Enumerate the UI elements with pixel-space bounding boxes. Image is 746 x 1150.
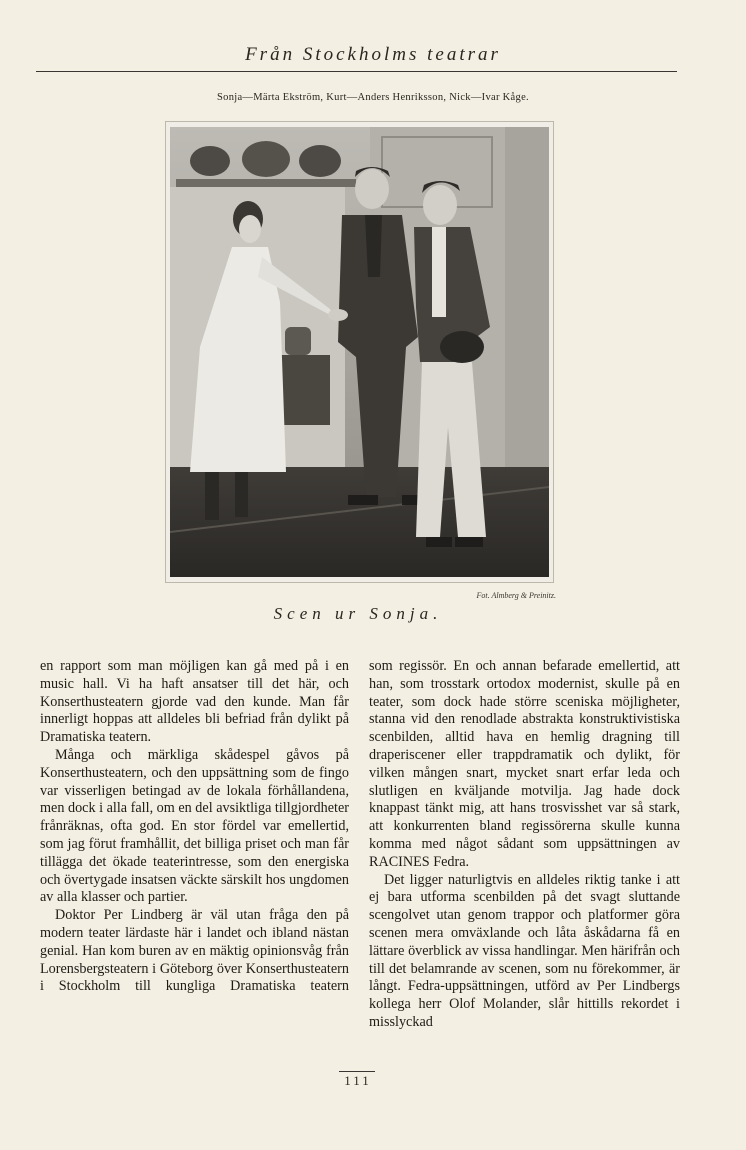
scene-photograph-image (170, 127, 549, 577)
paragraph: som regissör. En och annan befarade emellertid, att han, som trosstark ortodox modernist, skulle på en teater, som dock hade större sceniska möjligheter, stanna vid den renodlade abstrakta konstruktivistiska scenbilden, alltid hava en hemlig dragning till draperiscener eller trappdramatik och dylikt, för vilken mången snart, mycket snart erfar leda och slutligen en kväljande motvilja. Jag hade dock knappast tänkt mig, att hans trosvisshet var så stark, att konkurrenten bland regissörerna skulle kunna komma med något sådant som uppsättningen av RACINES Fedra. (369, 658, 680, 870)
paragraph: Doktor Per Lindberg är väl utan fråga den på modern teater lärdaste här i landet och ibland nästan genial. Han kom buren av en mäktig opinionsvåg från Lorensbergsteatern i Göteborg över Konserthusteatern i Stockholm till kungliga Dramatiska teatern (40, 907, 349, 995)
cast-line: Sonja—Märta Ekström, Kurt—Anders Henriksson, Nick—Ivar Kåge. (217, 92, 529, 103)
text-column-right (369, 658, 680, 1063)
text-column-left (40, 658, 349, 1063)
running-head: Från Stockholms teatrar (245, 44, 501, 65)
page-number: 111 (344, 1073, 372, 1088)
photo-caption: Scen ur Sonja. (273, 604, 443, 623)
scene-photograph (165, 121, 554, 583)
paragraph: en rapport som man möjligen kan gå med på i en music hall. Vi ha haft ansatser till det här, och Konserthusteatern gjorde vad den kunde. Man får innerligt hoppas att alldeles bli befriad från dylikt på Dramatiska teatern. (40, 658, 349, 746)
paragraph: Det ligger naturligtvis en alldeles riktig tanke i att ej bara utforma scenbilden på det svagt sluttande scengolvet utan genom trappor och platformer göra scenen mera omväxlande och låta åskådarna få en lättare överblick av vissa handlingar. Men härifrån och till det belamrande av scenen, som nu förekommer, är långt. Fedra-uppsättningen, utförd av Per Lindbergs kollega herr Olof Molander, slår hittills rekordet i misslyckad (369, 871, 680, 1030)
paragraph: Många och märkliga skådespel gåvos på Konserthusteatern, och den uppsättning som de fingo var visserligen betingad av de lokala förhållandena, men dock i alla fall, om en del avsiktliga tillgjordheter frånräknas, ofta god. En stor fördel var emellertid, som jag förut framhållit, det billiga priset och man får tillägga det ökade teaterintresse, som den energiska och övertygade insatsen väckte särskilt hos ungdomen av alla klasser och partier. (40, 746, 349, 906)
footer-rule (339, 1071, 375, 1072)
photo-credit: Fot. Almberg & Preinitz. (476, 591, 556, 600)
header-rule (36, 71, 677, 72)
